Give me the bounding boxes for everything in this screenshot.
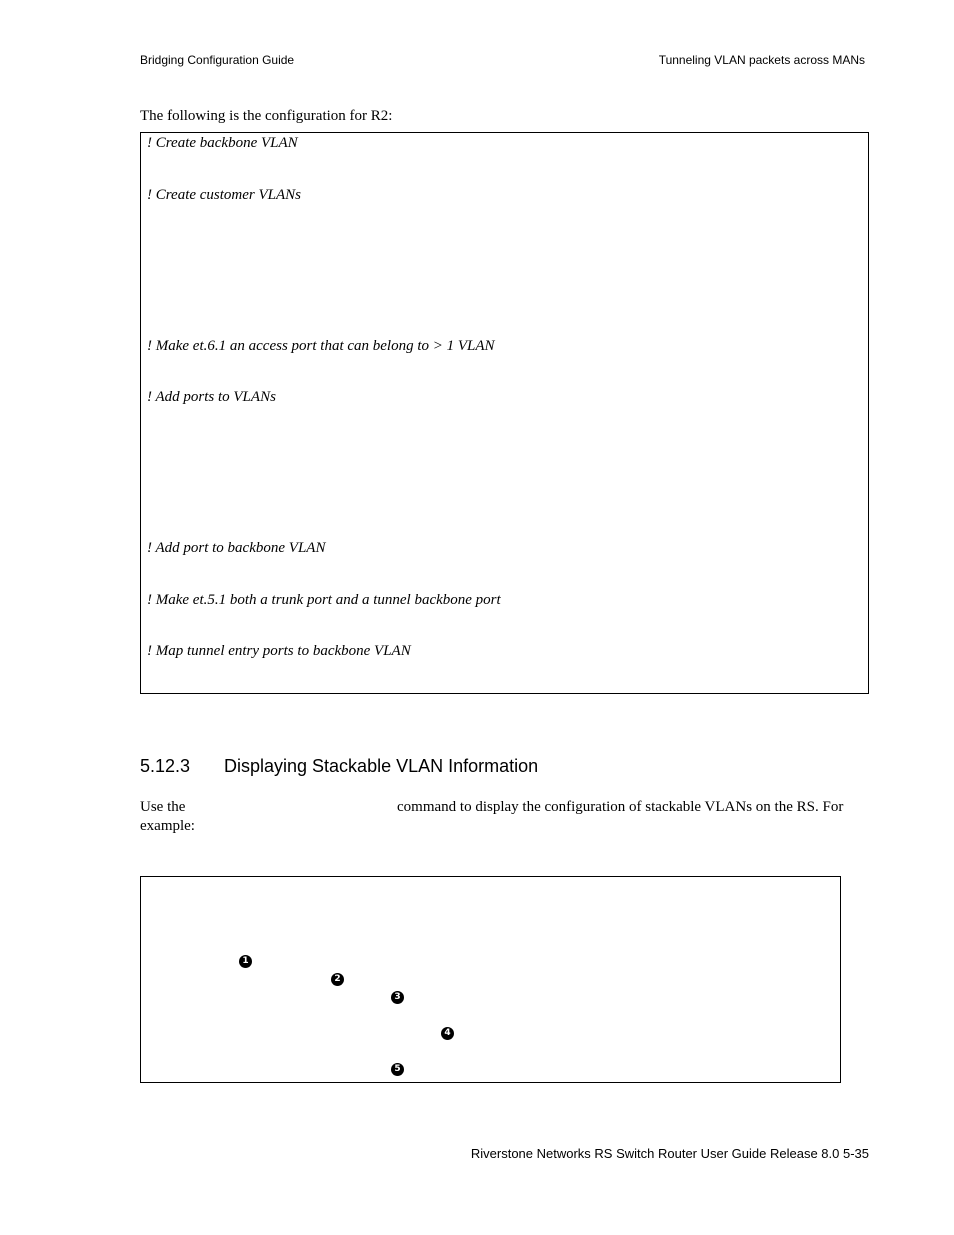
command-output-box: [140, 876, 841, 1083]
config-comment: ! Add ports to VLANs: [147, 389, 276, 405]
config-comment: ! Add port to backbone VLAN: [147, 540, 326, 556]
callout-4-icon: 4: [441, 1027, 454, 1040]
paragraph-rest: command to display the configuration of stackable VLANs on the RS. For: [397, 799, 844, 815]
callout-1-icon: 1: [239, 955, 252, 968]
running-header-right: Tunneling VLAN packets across MANs: [658, 53, 865, 67]
intro-text: The following is the configuration for R2:: [140, 108, 393, 124]
config-listing-box: [140, 132, 869, 694]
page-footer: Riverstone Networks RS Switch Router User Guide Release 8.0 5-35: [470, 1146, 869, 1161]
callout-2-icon: 2: [331, 973, 344, 986]
paragraph-continuation: example:: [140, 818, 195, 834]
callout-5-icon: 5: [391, 1063, 404, 1076]
config-comment: ! Map tunnel entry ports to backbone VLAN: [147, 643, 411, 659]
config-comment: ! Create backbone VLAN: [147, 135, 298, 151]
section-number: 5.12.3: [140, 756, 191, 776]
running-header-left: Bridging Configuration Guide: [140, 53, 295, 67]
paragraph-start: Use the: [140, 799, 186, 815]
section-title: Displaying Stackable VLAN Information: [224, 756, 539, 776]
callout-3-icon: 3: [391, 991, 404, 1004]
config-comment: ! Create customer VLANs: [147, 187, 302, 203]
config-comment: ! Make et.6.1 an access port that can belong to > 1 VLAN: [147, 338, 495, 354]
config-comment: ! Make et.5.1 both a trunk port and a tunnel backbone port: [147, 592, 501, 608]
section-heading: [140, 756, 538, 777]
